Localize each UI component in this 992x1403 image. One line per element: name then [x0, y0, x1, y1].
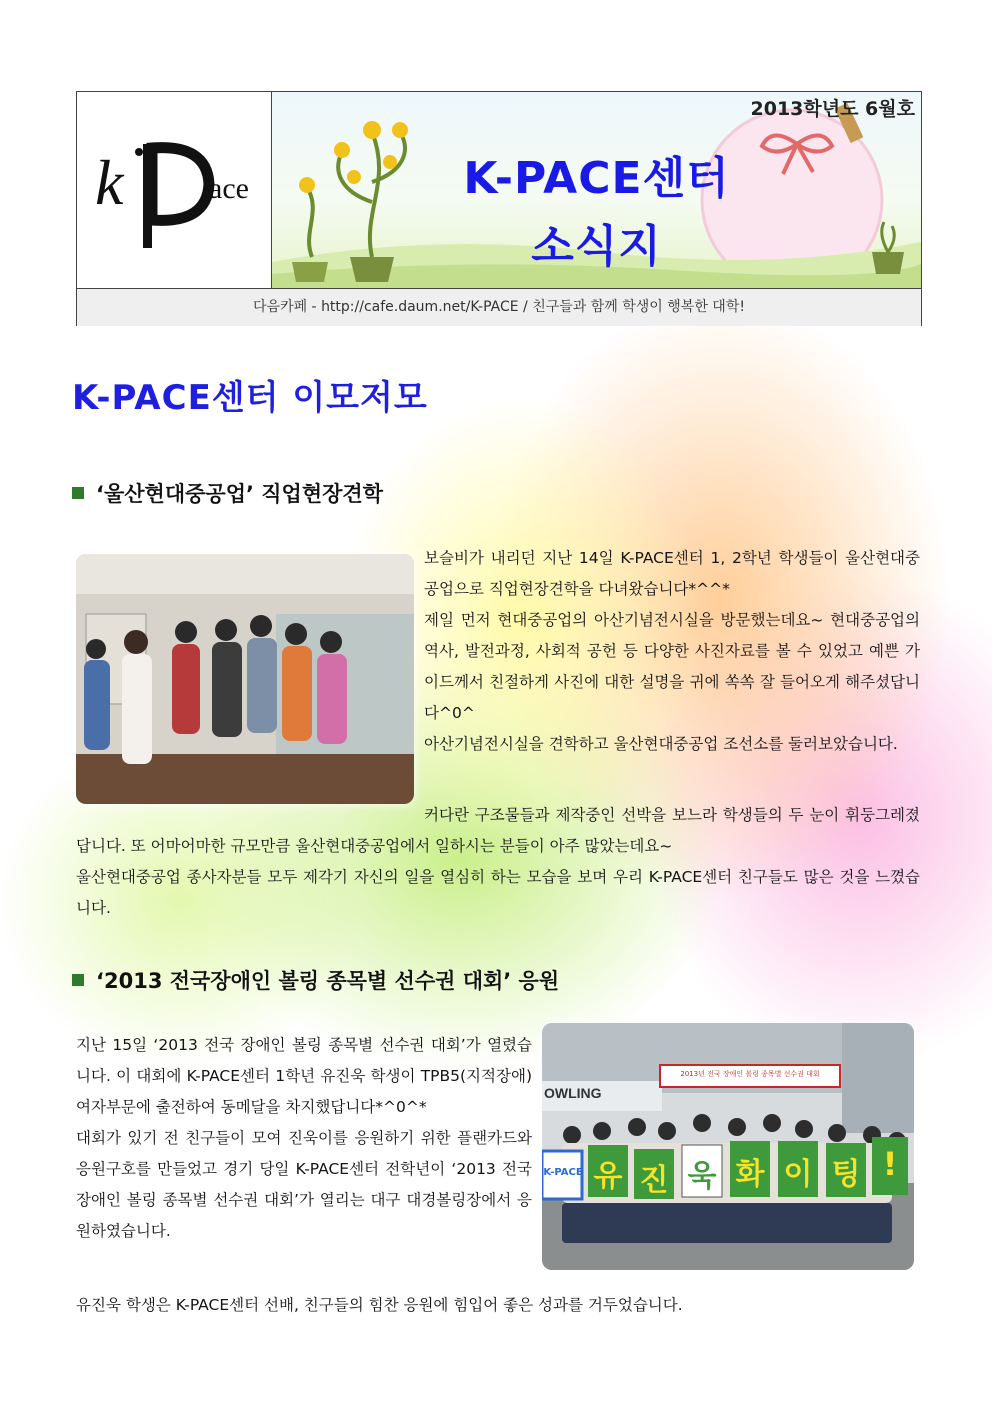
- article2-heading: [72, 965, 559, 995]
- cheer-char-6: 팅: [831, 1157, 861, 1192]
- newsletter-header: [76, 91, 922, 326]
- article1-paragraph-5: 울산현대중공업 종사자분들 모두 제각기 자신의 일을 열심히 하는 모습을 보며 우리 K-PACE센터 친구들도 많은 것을 느꼈습니다.: [76, 868, 920, 917]
- article2-text-left: [76, 1030, 532, 1247]
- cheer-char-3: 욱: [687, 1159, 717, 1194]
- article1-heading-text: ‘울산현대중공업’ 직업현장견학: [96, 482, 383, 506]
- article1-text-final: [76, 862, 920, 924]
- article1-text-right: [424, 543, 920, 760]
- article1-paragraph-3: 아산기념전시실을 견학하고 울산현대중공업 조선소를 둘러보았습니다.: [424, 735, 898, 753]
- tour-group-photo-icon: [76, 554, 414, 804]
- newsletter-title: K-PACE센터: [463, 153, 730, 204]
- article2-heading-text: ‘2013 전국장애인 볼링 종목별 선수권 대회’ 응원: [96, 969, 560, 993]
- event-banner: 2013년 전국 장애인 볼링 종목별 선수권 대회: [680, 1070, 820, 1078]
- section-title: K-PACE센터 이모저모: [72, 378, 428, 418]
- article1-text-wide: [76, 800, 920, 862]
- cheer-char-7: !: [882, 1145, 898, 1183]
- article2-paragraph-1: 지난 15일 ‘2013 전국 장애인 볼링 종목별 선수권 대회’가 열렸습니다. 이 대회에 K-PACE센터 1학년 유진욱 학생이 TPB5(지적장애) 여자부문에 출전하여 동메달을 차지했답니다*^0^*: [76, 1036, 532, 1116]
- cheer-char-5: 이: [783, 1157, 813, 1192]
- cheer-board-kpace: K-PACE: [543, 1167, 583, 1178]
- article1-paragraph-4: 커다란 구조물들과 제작중인 선박을 보느라 학생들의 두 눈이 휘둥그레졌답니다. 또 어마어마한 규모만큼 울산현대중공업에서 일하시는 분들이 아주 많았는데요~: [76, 806, 920, 855]
- square-bullet-icon: [72, 487, 84, 499]
- header-footer-text: 다음카페 - http://cafe.daum.net/K-PACE / 친구들과 함께 학생이 행복한 대학!: [77, 288, 921, 326]
- cheer-char-1: 유: [593, 1159, 623, 1194]
- article2-photo: [542, 1023, 914, 1270]
- article1-photo: [76, 554, 414, 804]
- svg-text:k: k: [95, 147, 124, 218]
- article1-paragraph-1: 보슬비가 내리던 지난 14일 K-PACE센터 1, 2학년 학생들이 울산현대중공업으로 직업현장견학을 다녀왔습니다*^^*: [424, 549, 920, 598]
- article2-paragraph-3: 유진욱 학생은 K-PACE센터 선배, 친구들의 힘찬 응원에 힘입어 좋은 성과를 거두었습니다.: [76, 1296, 683, 1314]
- bowling-team-photo-icon: [542, 1023, 914, 1270]
- cheer-char-2: 진: [639, 1163, 669, 1198]
- logo-cell: [77, 92, 272, 288]
- issue-label: 2013학년도 6월호: [750, 98, 915, 120]
- newsletter-subtitle: 소식지: [531, 221, 662, 272]
- article1-paragraph-2: 제일 먼저 현대중공업의 아산기념전시실을 방문했는데요~ 현대중공업의 역사, 발전과정, 사회적 공헌 등 다양한 사진자료를 볼 수 있었고 예쁜 가이드께서 친절하게 사진에 대한 설명을 귀에 쏙쏙 잘 들어오게 해주셨답니다^0^: [424, 611, 920, 722]
- article2-text-final: [76, 1290, 920, 1321]
- svg-text:ace: ace: [209, 172, 249, 205]
- bowling-sign: OWLING: [544, 1085, 602, 1101]
- cheer-char-4: 화: [735, 1157, 765, 1192]
- banner: [272, 92, 921, 288]
- article1-heading: [72, 478, 383, 508]
- kpace-logo-icon: [77, 92, 271, 288]
- article2-paragraph-2: 대회가 있기 전 친구들이 모여 진욱이를 응원하기 위한 플랜카드와 응원구호를 만들었고 경기 당일 K-PACE센터 전학년이 ‘2013 전국장애인 볼링 종목별 선수권 대회’가 열리는 대구 대경볼링장에서 응원하였습니다.: [76, 1129, 532, 1240]
- square-bullet-icon: [72, 974, 84, 986]
